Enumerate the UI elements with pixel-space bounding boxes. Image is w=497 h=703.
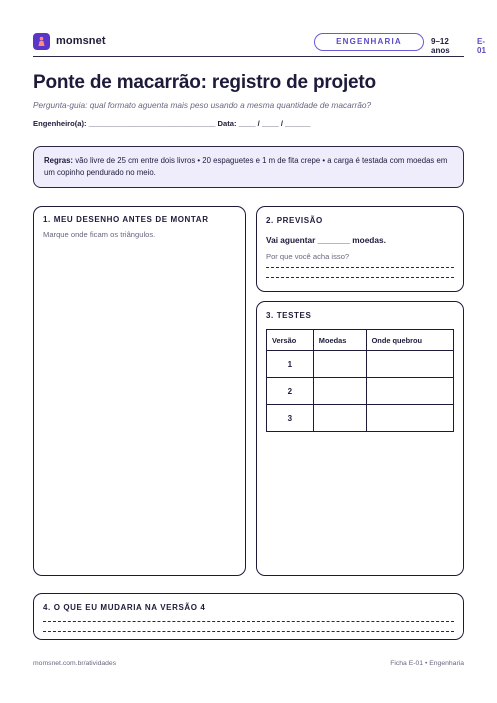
- rules-box: [33, 146, 464, 188]
- drawing-section: [33, 206, 246, 576]
- drawing-hint: Marque onde ficam os triângulos.: [43, 230, 156, 239]
- tests-section: [256, 301, 464, 576]
- table-row: [267, 351, 454, 378]
- table-row: [267, 405, 454, 432]
- logo: [33, 33, 50, 50]
- answer-line: [43, 621, 454, 622]
- prediction-heading: 2. PREVISÃO: [266, 216, 323, 225]
- break-point-cell[interactable]: [366, 351, 453, 378]
- footer-sheet-label: Ficha E-01 • Engenharia: [390, 660, 464, 667]
- version-cell: 2: [267, 378, 314, 405]
- header-divider: [33, 56, 464, 57]
- table-header-row: [267, 330, 454, 351]
- version-cell: 3: [267, 405, 314, 432]
- brand-name: momsnet: [56, 35, 106, 47]
- rules-text: vão livre de 25 cm entre dois livros • 20 espaguetes e 1 m de fita crepe • a carga é testada com moedas em um copinho pendurado no meio.: [44, 156, 448, 177]
- table-row: [267, 378, 454, 405]
- column-header: Moedas: [313, 330, 366, 351]
- coins-cell[interactable]: [313, 351, 366, 378]
- coins-cell[interactable]: [313, 405, 366, 432]
- change-section: [33, 593, 464, 640]
- tests-table: [266, 329, 454, 432]
- prediction-statement: Vai aguentar _______ moedas.: [266, 235, 386, 245]
- answer-line: [43, 631, 454, 632]
- page-header: [33, 33, 486, 55]
- answer-line: [266, 267, 454, 268]
- tests-heading: 3. TESTES: [266, 311, 312, 320]
- age-range: 9–12 anos: [431, 37, 450, 55]
- break-point-cell[interactable]: [366, 405, 453, 432]
- prediction-section: [256, 206, 464, 292]
- drawing-heading: 1. MEU DESENHO ANTES DE MONTAR: [43, 215, 209, 224]
- person-icon: [36, 36, 47, 47]
- footer-url: momsnet.com.br/atividades: [33, 660, 117, 667]
- page-title: Ponte de macarrão: registro de projeto: [33, 72, 376, 93]
- guiding-question: Pergunta-guia: qual formato aguenta mais peso usando a mesma quantidade de macarrão?: [33, 100, 372, 110]
- column-header: Versão: [267, 330, 314, 351]
- sheet-code: E-01: [477, 37, 486, 55]
- rules-label: Regras:: [44, 156, 74, 165]
- subject-pill: ENGENHARIA: [314, 33, 424, 51]
- answer-line: [266, 277, 454, 278]
- coins-cell[interactable]: [313, 378, 366, 405]
- prediction-question: Por que você acha isso?: [266, 252, 350, 261]
- change-heading: 4. O QUE EU MUDARIA NA VERSÃO 4: [43, 603, 206, 612]
- name-date-fields: Engenheiro(a): ______________________________ Data: ____ / ____ / ______: [33, 119, 311, 128]
- break-point-cell[interactable]: [366, 378, 453, 405]
- version-cell: 1: [267, 351, 314, 378]
- column-header: Onde quebrou: [366, 330, 453, 351]
